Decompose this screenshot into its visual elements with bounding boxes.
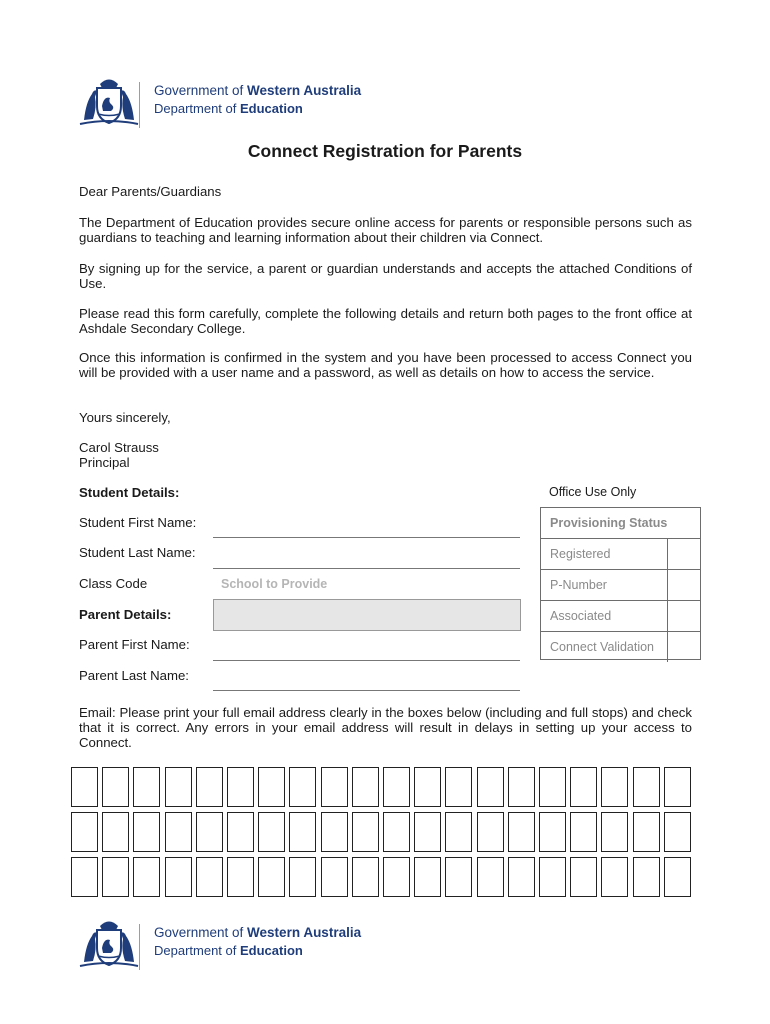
email-char-box[interactable] [133,767,160,807]
email-char-box[interactable] [383,767,410,807]
email-char-box[interactable] [227,767,254,807]
salutation: Dear Parents/Guardians [79,184,222,199]
email-char-box[interactable] [352,767,379,807]
org-name-line1: Government of Western Australia [154,925,362,940]
email-char-box[interactable] [321,767,348,807]
office-use-title: Office Use Only [549,485,637,499]
email-char-box[interactable] [477,857,504,897]
email-char-box[interactable] [165,857,192,897]
email-char-box[interactable] [133,857,160,897]
email-char-box[interactable] [508,857,535,897]
parent-details-shaded-bar [213,599,521,631]
office-checkbox[interactable] [667,570,668,600]
office-checkbox[interactable] [667,539,668,569]
email-char-box[interactable] [71,812,98,852]
email-char-box[interactable] [383,857,410,897]
email-char-box[interactable] [258,812,285,852]
email-char-box[interactable] [352,857,379,897]
email-instructions: Email: Please print your full email address clearly in the boxes below (including and full stops) and check that it is correct. Any errors in your email address will result in delays in setting up your access to Connect. [79,705,692,750]
email-char-box[interactable] [196,857,223,897]
email-char-box[interactable] [570,767,597,807]
page-title: Connect Registration for Parents [247,141,523,161]
email-char-box[interactable] [508,812,535,852]
email-char-box[interactable] [289,857,316,897]
email-char-box[interactable] [133,812,160,852]
email-char-box[interactable] [477,767,504,807]
footer-logo [78,918,378,978]
org-name-line2: Department of Education [154,101,303,116]
email-char-box[interactable] [102,857,129,897]
email-char-box[interactable] [383,812,410,852]
email-char-box[interactable] [664,812,691,852]
org-name-line1: Government of Western Australia [154,83,362,98]
email-char-box[interactable] [633,812,660,852]
office-row-connect-validation: Connect Validation [541,632,700,662]
email-char-box[interactable] [570,812,597,852]
email-char-box[interactable] [352,812,379,852]
org-name-line2: Department of Education [154,943,303,958]
email-char-box[interactable] [414,767,441,807]
email-char-box[interactable] [289,767,316,807]
email-char-box[interactable] [633,767,660,807]
office-row-registered: Registered [541,539,700,570]
student-last-name-field[interactable] [213,568,520,569]
class-code-value: School to Provide [221,577,328,591]
email-char-box[interactable] [539,767,566,807]
student-first-name-label: Student First Name: [79,515,197,530]
email-char-box[interactable] [196,767,223,807]
coat-of-arms-icon [78,76,140,130]
email-char-box[interactable] [227,812,254,852]
email-char-box[interactable] [196,812,223,852]
parent-first-name-label: Parent First Name: [79,637,190,652]
email-char-box[interactable] [414,857,441,897]
email-char-box[interactable] [477,812,504,852]
email-char-box[interactable] [508,767,535,807]
office-row-associated: Associated [541,601,700,632]
email-char-box[interactable] [664,767,691,807]
signatory-title: Principal [79,455,130,470]
email-char-box[interactable] [570,857,597,897]
office-row-p-number: P-Number [541,570,700,601]
office-checkbox[interactable] [667,632,668,662]
email-char-box[interactable] [102,767,129,807]
parent-last-name-label: Parent Last Name: [79,668,189,683]
email-char-box[interactable] [445,857,472,897]
email-char-box[interactable] [633,857,660,897]
signatory-name: Carol Strauss [79,440,159,455]
email-char-box[interactable] [227,857,254,897]
email-char-box[interactable] [289,812,316,852]
email-char-box[interactable] [102,812,129,852]
email-char-box[interactable] [539,812,566,852]
conditions-paragraph: By signing up for the service, a parent or guardian understands and accepts the attached Conditions of Use. [79,261,692,291]
email-char-box[interactable] [601,812,628,852]
instructions-paragraph: Please read this form carefully, complete the following details and return both pages to the front office at Ashdale Secondary College. [79,306,692,336]
student-details-heading: Student Details: [79,485,180,500]
closing: Yours sincerely, [79,410,171,425]
email-char-box[interactable] [445,812,472,852]
coat-of-arms-icon [78,918,140,972]
email-char-box[interactable] [414,812,441,852]
parent-details-heading: Parent Details: [79,607,172,622]
intro-paragraph: The Department of Education provides secure online access for parents or responsible persons such as guardians to teaching and learning information about their children via Connect. [79,215,692,245]
student-last-name-label: Student Last Name: [79,545,196,560]
office-row-provisioning-status: Provisioning Status [541,508,700,539]
email-char-box[interactable] [165,767,192,807]
email-char-box[interactable] [445,767,472,807]
email-char-box[interactable] [664,857,691,897]
email-char-box[interactable] [321,857,348,897]
email-char-box[interactable] [258,767,285,807]
confirmation-paragraph: Once this information is confirmed in the system and you have been processed to access Connect you will be provided with a user name and a password, as well as details on how to access the service. [79,350,692,380]
email-char-box[interactable] [258,857,285,897]
class-code-label: Class Code [79,576,148,591]
email-char-box[interactable] [321,812,348,852]
office-use-table [540,507,701,660]
email-char-box[interactable] [71,857,98,897]
email-char-box[interactable] [165,812,192,852]
parent-first-name-field[interactable] [213,660,520,661]
email-char-box[interactable] [601,767,628,807]
email-char-box[interactable] [601,857,628,897]
email-char-box[interactable] [539,857,566,897]
email-char-box[interactable] [71,767,98,807]
student-first-name-field[interactable] [213,537,520,538]
header-logo [78,76,378,136]
office-checkbox[interactable] [667,601,668,631]
parent-last-name-field[interactable] [213,690,520,691]
